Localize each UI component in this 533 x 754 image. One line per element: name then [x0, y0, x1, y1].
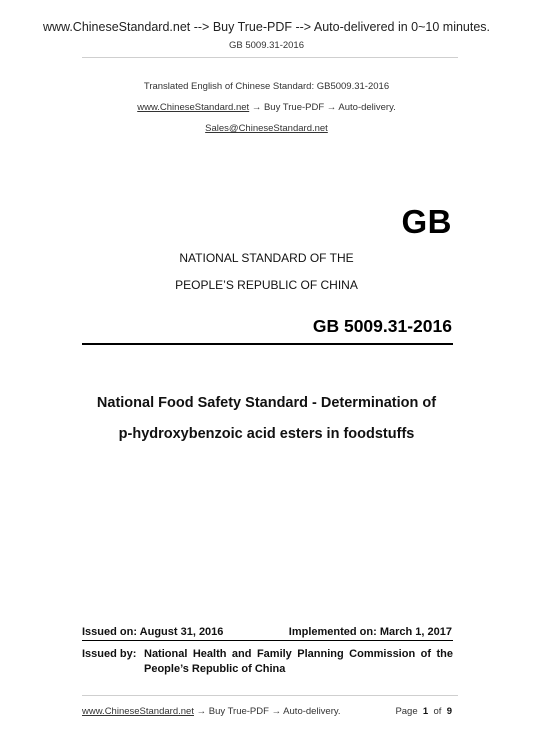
document-title-line2: p-hydroxybenzoic acid esters in foodstuffs [118, 426, 415, 442]
translation-note: Translated English of Chinese Standard: GB5009.31-2016 [143, 81, 390, 92]
site-link[interactable]: www.ChineseStandard.net [137, 102, 250, 113]
purchase-text: → Buy True-PDF → Auto-delivery. [249, 102, 396, 113]
national-standard-line1: NATIONAL STANDARD OF THE [179, 251, 354, 265]
issued-by-label: Issued by: [82, 648, 137, 660]
translation-purchase-line [0, 102, 533, 113]
issuer-line1: National Health and Family Planning Commission of the [144, 648, 453, 660]
footer-purchase-text: → Buy True-PDF → Auto-delivery. [193, 706, 341, 717]
footer-purchase-line [82, 706, 341, 717]
email-line [0, 123, 533, 134]
dates-divider [82, 640, 453, 641]
issuer-line2: People’s Republic of China [144, 663, 286, 675]
document-title-line1: National Food Safety Standard - Determination of [96, 395, 437, 411]
national-standard-line2: PEOPLE’S REPUBLIC OF CHINA [175, 278, 358, 292]
issued-on-date: Issued on: August 31, 2016 [82, 626, 224, 638]
page-indicator [395, 706, 452, 717]
page-total: 9 [446, 706, 452, 717]
page-of: of [433, 706, 442, 717]
implemented-on-date: Implemented on: March 1, 2017 [288, 626, 452, 638]
code-divider [82, 343, 453, 345]
footer-divider [82, 695, 458, 696]
footer-site-link[interactable]: www.ChineseStandard.net [82, 706, 194, 717]
standard-code: GB 5009.31-2016 [312, 316, 452, 336]
header-divider [82, 57, 458, 58]
page-label: Page [395, 706, 418, 717]
page-current: 1 [422, 706, 429, 717]
sales-email-link[interactable]: Sales@ChineseStandard.net [205, 123, 328, 134]
gb-logo: GB [401, 203, 452, 240]
header-doc-code: GB 5009.31-2016 [228, 40, 304, 51]
header-banner: www.ChineseStandard.net --> Buy True-PDF --> Auto-delivered in 0~10 minutes. [42, 20, 491, 34]
